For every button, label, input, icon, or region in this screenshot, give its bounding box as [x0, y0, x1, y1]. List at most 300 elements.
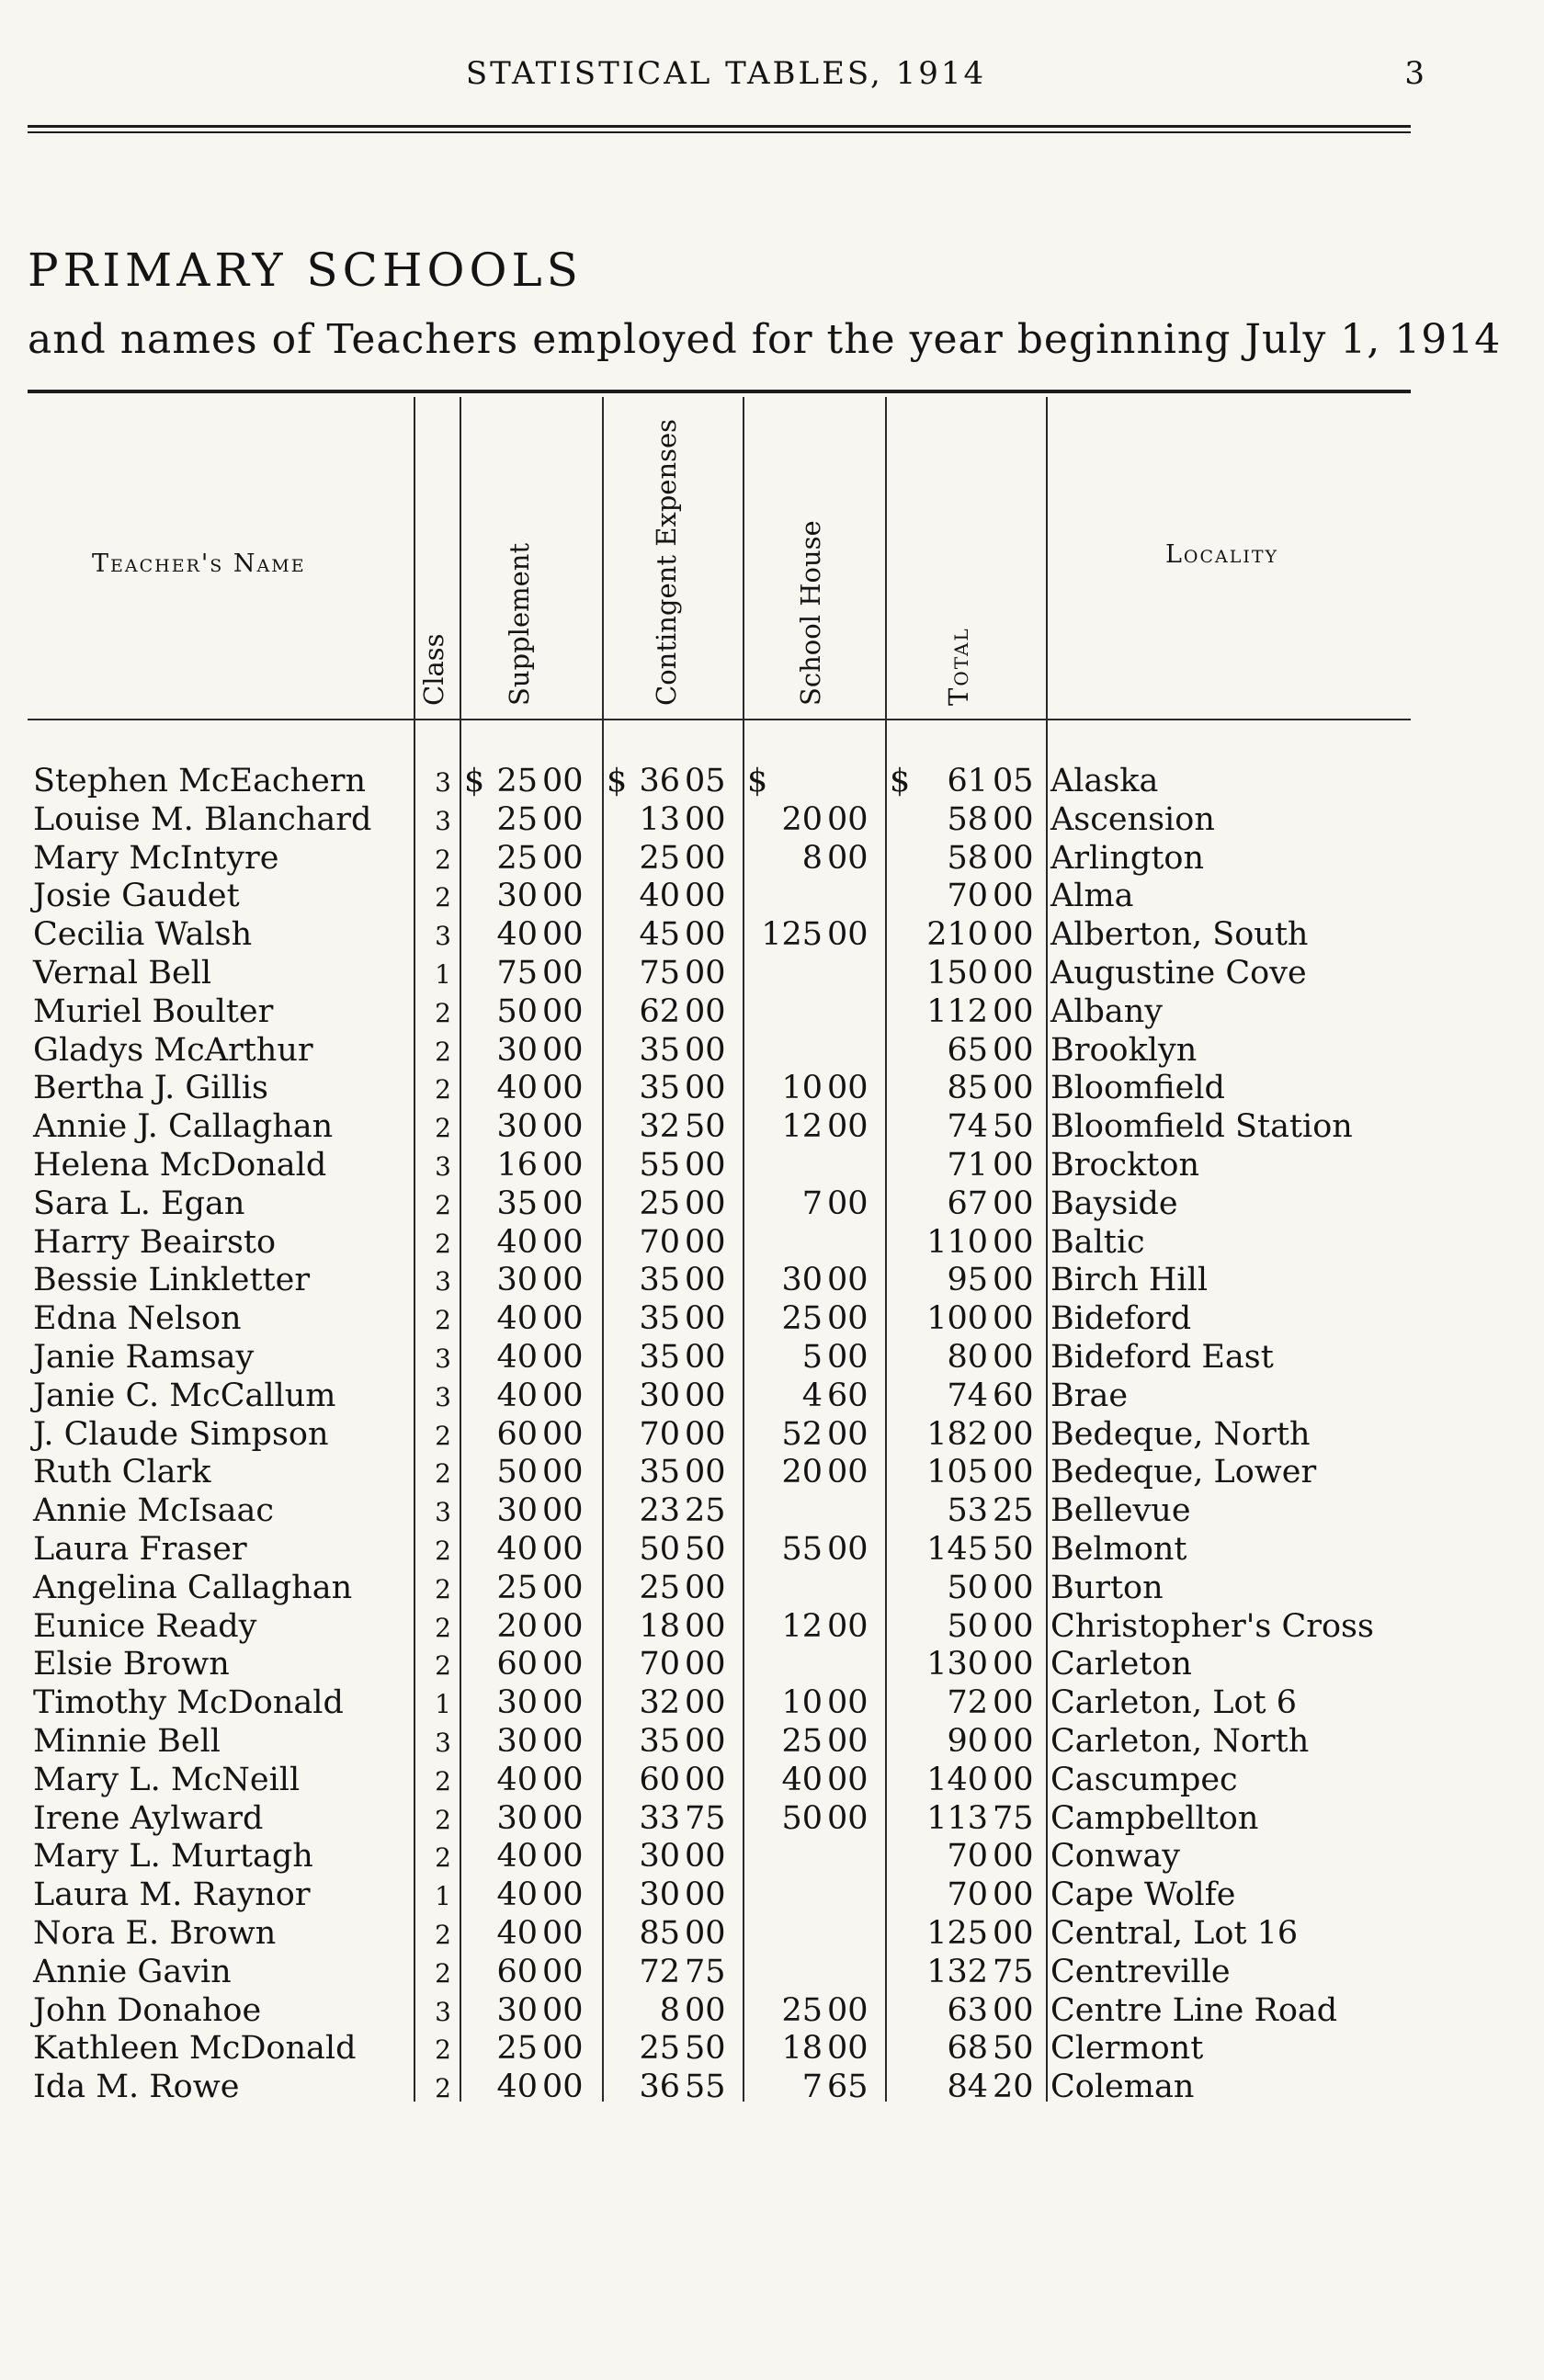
class-value: 2 [435, 1458, 451, 1490]
table-row [0, 1646, 1544, 1684]
total-cents: 25 [993, 1492, 1034, 1530]
supp-dollars: 30 [496, 1031, 538, 1069]
header-rule [28, 125, 1411, 133]
class-value: 2 [435, 2073, 451, 2104]
cont-cents: 05 [685, 763, 726, 799]
currency-symbol-total: $ [890, 763, 911, 799]
cont-cents: 00 [685, 1338, 726, 1376]
cont-cents: 00 [685, 1722, 726, 1760]
teacher-name: Mary McIntyre [33, 839, 279, 877]
house-cents: 00 [827, 1607, 868, 1645]
supp-dollars: 30 [496, 878, 538, 915]
house-dollars: 52 [781, 1415, 823, 1453]
cont-dollars: 35 [639, 1454, 680, 1491]
table-row [0, 1915, 1544, 1954]
locality: Cascumpec [1050, 1761, 1238, 1798]
supp-cents: 00 [542, 2068, 584, 2106]
page-number: 3 [1404, 55, 1425, 92]
total-dollars: 74 [947, 1377, 988, 1414]
cont-dollars: 8 [659, 1991, 680, 2029]
supp-cents: 00 [542, 1761, 584, 1798]
cont-dollars: 25 [639, 2030, 680, 2068]
teacher-name: Janie C. McCallum [33, 1377, 336, 1414]
table-row [0, 2068, 1544, 2107]
class-value: 2 [435, 1919, 451, 1950]
locality: Augustine Cove [1050, 954, 1307, 992]
class-value: 3 [435, 1497, 451, 1528]
page-title: PRIMARY SCHOOLS [28, 244, 583, 297]
cont-dollars: 32 [639, 1108, 680, 1146]
house-dollars: 10 [781, 1070, 823, 1107]
table-row [0, 1800, 1544, 1839]
table-row [0, 763, 1544, 801]
house-dollars: 55 [781, 1530, 823, 1568]
teacher-name: Harry Beairsto [33, 1223, 277, 1261]
total-dollars: 110 [926, 1223, 988, 1261]
locality: Brae [1050, 1377, 1129, 1414]
supp-cents: 00 [542, 2030, 584, 2068]
class-value: 2 [435, 1036, 451, 1067]
total-cents: 00 [993, 800, 1034, 838]
locality: Albany [1050, 992, 1164, 1030]
house-cents: 65 [827, 2068, 868, 2106]
cont-dollars: 30 [639, 1876, 680, 1914]
table-row [0, 1570, 1544, 1608]
teacher-name: Angelina Callaghan [33, 1569, 353, 1606]
house-dollars: 10 [781, 1684, 823, 1722]
class-value: 2 [435, 1650, 451, 1682]
locality: Carleton [1050, 1646, 1192, 1683]
teacher-name: Louise M. Blanchard [33, 800, 372, 838]
table-row [0, 1684, 1544, 1723]
table-row [0, 1876, 1544, 1915]
house-cents: 00 [827, 1070, 868, 1107]
supp-cents: 00 [542, 954, 584, 992]
locality: Alma [1050, 878, 1134, 915]
total-dollars: 113 [926, 1799, 988, 1837]
table-row [0, 1954, 1544, 1992]
cont-cents: 50 [685, 1108, 726, 1146]
teacher-name: Vernal Bell [33, 954, 212, 992]
locality: Arlington [1050, 839, 1205, 877]
column-header-class: Class [418, 633, 449, 706]
supp-dollars: 30 [496, 1684, 538, 1722]
total-dollars: 70 [947, 1876, 988, 1914]
column-header-supplement: Supplement [504, 542, 535, 706]
house-dollars: 20 [781, 800, 823, 838]
table-row [0, 1185, 1544, 1224]
class-value: 3 [435, 805, 451, 836]
total-dollars: 68 [947, 2030, 988, 2068]
class-value: 3 [435, 1266, 451, 1298]
page-subtitle: and names of Teachers employed for the year beginning July 1, 1914 [28, 316, 1502, 363]
teacher-name: Irene Aylward [33, 1799, 264, 1837]
column-header-teacher-name: Teacher's Name [92, 550, 306, 578]
teacher-name: Janie Ramsay [33, 1338, 255, 1376]
total-dollars: 182 [926, 1415, 988, 1453]
cont-dollars: 72 [639, 1953, 680, 1990]
house-dollars: 7 [801, 1184, 823, 1222]
cont-cents: 00 [685, 1300, 726, 1338]
supp-cents: 00 [542, 1953, 584, 1990]
locality: Bideford East [1050, 1338, 1274, 1376]
total-dollars: 140 [926, 1761, 988, 1798]
total-dollars: 95 [947, 1262, 988, 1299]
house-dollars: 25 [781, 1722, 823, 1760]
supp-cents: 00 [542, 1914, 584, 1952]
cont-dollars: 45 [639, 916, 680, 954]
total-dollars: 58 [947, 839, 988, 877]
house-cents: 00 [827, 1262, 868, 1299]
table-row [0, 1838, 1544, 1876]
total-cents: 00 [993, 1991, 1034, 2029]
total-dollars: 71 [947, 1146, 988, 1184]
class-value: 2 [435, 1074, 451, 1105]
house-cents: 00 [827, 1184, 868, 1222]
locality: Bloomfield [1050, 1070, 1225, 1107]
house-cents: 00 [827, 1415, 868, 1453]
total-cents: 00 [993, 1646, 1034, 1683]
house-cents: 00 [827, 1991, 868, 2029]
supp-cents: 00 [542, 1338, 584, 1376]
locality: Bloomfield Station [1050, 1108, 1353, 1146]
cont-dollars: 30 [639, 1838, 680, 1876]
class-value: 3 [435, 1150, 451, 1182]
locality: Burton [1050, 1569, 1164, 1606]
supp-cents: 00 [542, 1146, 584, 1184]
teacher-name: Elsie Brown [33, 1646, 230, 1683]
table-row [0, 1339, 1544, 1377]
class-value: 2 [435, 1842, 451, 1874]
locality: Bedeque, Lower [1050, 1454, 1317, 1491]
total-dollars: 130 [926, 1646, 988, 1683]
supp-dollars: 25 [496, 763, 538, 799]
class-value: 3 [435, 1727, 451, 1758]
cont-cents: 00 [685, 1646, 726, 1683]
cont-cents: 00 [685, 1838, 726, 1876]
supp-dollars: 40 [496, 1300, 538, 1338]
cont-dollars: 55 [639, 1146, 680, 1184]
supp-dollars: 50 [496, 1454, 538, 1491]
teacher-name: Nora E. Brown [33, 1914, 277, 1952]
table-row [0, 1531, 1544, 1570]
supp-dollars: 30 [496, 1722, 538, 1760]
cont-cents: 00 [685, 878, 726, 915]
house-dollars: 12 [781, 1607, 823, 1645]
total-cents: 00 [993, 1876, 1034, 1914]
table-row [0, 1070, 1544, 1108]
locality: Carleton, Lot 6 [1050, 1684, 1297, 1722]
supp-cents: 00 [542, 1838, 584, 1876]
table-row [0, 955, 1544, 993]
locality: Brockton [1050, 1146, 1200, 1184]
total-cents: 00 [993, 1415, 1034, 1453]
cont-dollars: 70 [639, 1646, 680, 1683]
class-value: 3 [435, 1343, 451, 1374]
table-row [0, 1377, 1544, 1416]
locality: Central, Lot 16 [1050, 1914, 1299, 1952]
currency-symbol-contingent: $ [607, 763, 628, 799]
running-head: STATISTICAL TABLES, 1914 [465, 55, 987, 92]
teacher-name: Annie Gavin [33, 1953, 232, 1990]
cont-cents: 55 [685, 2068, 726, 2106]
house-dollars: 125 [761, 916, 823, 954]
supp-cents: 00 [542, 1262, 584, 1299]
supp-dollars: 20 [496, 1607, 538, 1645]
total-cents: 20 [993, 2068, 1034, 2106]
total-dollars: 112 [926, 992, 988, 1030]
supp-dollars: 60 [496, 1646, 538, 1683]
house-dollars: 50 [781, 1799, 823, 1837]
table-row [0, 1762, 1544, 1800]
class-value: 2 [435, 1573, 451, 1604]
total-dollars: 132 [926, 1953, 988, 1990]
locality: Ascension [1050, 800, 1215, 838]
supp-cents: 00 [542, 1646, 584, 1683]
supp-dollars: 40 [496, 1530, 538, 1568]
cont-dollars: 70 [639, 1415, 680, 1453]
supp-cents: 00 [542, 1184, 584, 1222]
supp-cents: 00 [542, 1876, 584, 1914]
supp-dollars: 16 [496, 1146, 538, 1184]
teacher-name: John Donahoe [33, 1991, 262, 2029]
supp-cents: 00 [542, 1991, 584, 2029]
house-cents: 00 [827, 1722, 868, 1760]
supp-cents: 00 [542, 800, 584, 838]
total-cents: 00 [993, 1070, 1034, 1107]
total-dollars: 85 [947, 1070, 988, 1107]
locality: Campbellton [1050, 1799, 1259, 1837]
class-value: 2 [435, 1228, 451, 1259]
cont-dollars: 35 [639, 1300, 680, 1338]
teacher-name: Bessie Linkletter [33, 1262, 311, 1299]
total-cents: 00 [993, 1722, 1034, 1760]
supp-cents: 00 [542, 1415, 584, 1453]
total-cents: 75 [993, 1953, 1034, 1990]
cont-dollars: 25 [639, 1569, 680, 1606]
cont-dollars: 32 [639, 1684, 680, 1722]
currency-symbol-school-house: $ [747, 763, 768, 799]
cont-cents: 00 [685, 800, 726, 838]
cont-dollars: 85 [639, 1914, 680, 1952]
class-value: 2 [435, 1189, 451, 1220]
total-dollars: 50 [947, 1569, 988, 1606]
total-dollars: 67 [947, 1184, 988, 1222]
house-cents: 00 [827, 1761, 868, 1798]
cont-dollars: 50 [639, 1530, 680, 1568]
teacher-name: Gladys McArthur [33, 1031, 313, 1069]
teacher-name: Muriel Boulter [33, 992, 274, 1030]
teacher-name: Bertha J. Gillis [33, 1070, 269, 1107]
house-cents: 60 [827, 1377, 868, 1414]
teacher-name: Ida M. Rowe [33, 2068, 240, 2106]
table-row [0, 1300, 1544, 1339]
house-cents: 00 [827, 1530, 868, 1568]
table-row [0, 878, 1544, 916]
house-dollars: 25 [781, 1300, 823, 1338]
teacher-name: Kathleen McDonald [33, 2030, 357, 2068]
supp-dollars: 30 [496, 1262, 538, 1299]
teacher-name: J. Claude Simpson [33, 1415, 329, 1453]
table-row [0, 1492, 1544, 1531]
supp-dollars: 40 [496, 1876, 538, 1914]
class-value: 2 [435, 1305, 451, 1336]
house-dollars: 8 [801, 839, 823, 877]
locality: Christopher's Cross [1050, 1607, 1374, 1645]
class-value: 3 [435, 767, 451, 798]
locality: Brooklyn [1050, 1031, 1198, 1069]
table-row [0, 801, 1544, 840]
locality: Alaska [1050, 763, 1159, 799]
supp-dollars: 30 [496, 1108, 538, 1146]
table-row [0, 840, 1544, 878]
total-cents: 00 [993, 954, 1034, 992]
total-cents: 00 [993, 839, 1034, 877]
supp-dollars: 40 [496, 916, 538, 954]
house-cents: 00 [827, 1799, 868, 1837]
teacher-name: Ruth Clark [33, 1454, 211, 1491]
class-value: 1 [435, 1881, 451, 1912]
currency-symbol-supplement: $ [464, 763, 485, 799]
total-dollars: 70 [947, 1838, 988, 1876]
locality: Bayside [1050, 1184, 1178, 1222]
class-value: 2 [435, 1804, 451, 1835]
locality: Bedeque, North [1050, 1415, 1311, 1453]
column-header-school-house: School House [795, 520, 826, 706]
house-dollars: 4 [801, 1377, 823, 1414]
table-row [0, 1992, 1544, 2031]
supp-cents: 00 [542, 1300, 584, 1338]
total-dollars: 80 [947, 1338, 988, 1376]
class-value: 3 [435, 1996, 451, 2027]
supp-cents: 00 [542, 1070, 584, 1107]
locality: Centreville [1050, 1953, 1231, 1990]
column-header-contingent-expenses: Contingent Expenses [651, 418, 682, 706]
total-cents: 00 [993, 1761, 1034, 1798]
total-dollars: 61 [947, 763, 988, 799]
house-dollars: 5 [801, 1338, 823, 1376]
column-header-locality: Locality [1165, 540, 1279, 569]
cont-cents: 00 [685, 1070, 726, 1107]
total-dollars: 145 [926, 1530, 988, 1568]
table-row [0, 1262, 1544, 1300]
total-cents: 00 [993, 992, 1034, 1030]
total-cents: 60 [993, 1377, 1034, 1414]
cont-dollars: 35 [639, 1031, 680, 1069]
total-cents: 00 [993, 1031, 1034, 1069]
supp-cents: 00 [542, 1377, 584, 1414]
cont-dollars: 75 [639, 954, 680, 992]
total-cents: 00 [993, 878, 1034, 915]
total-cents: 00 [993, 1607, 1034, 1645]
cont-dollars: 40 [639, 878, 680, 915]
cont-cents: 00 [685, 1415, 726, 1453]
teacher-name: Timothy McDonald [33, 1684, 344, 1722]
total-cents: 00 [993, 1569, 1034, 1606]
cont-dollars: 18 [639, 1607, 680, 1645]
class-value: 2 [435, 2034, 451, 2066]
total-cents: 50 [993, 2030, 1034, 2068]
total-cents: 00 [993, 1454, 1034, 1491]
supp-cents: 00 [542, 992, 584, 1030]
class-value: 2 [435, 1535, 451, 1566]
teacher-name: Josie Gaudet [33, 878, 240, 915]
cont-cents: 00 [685, 1607, 726, 1645]
supp-dollars: 30 [496, 1492, 538, 1530]
supp-dollars: 40 [496, 1838, 538, 1876]
house-cents: 00 [827, 916, 868, 954]
total-cents: 05 [993, 763, 1034, 799]
supp-dollars: 40 [496, 1223, 538, 1261]
table-row [0, 1032, 1544, 1071]
cont-cents: 00 [685, 992, 726, 1030]
cont-dollars: 23 [639, 1492, 680, 1530]
house-dollars: 20 [781, 1454, 823, 1491]
teacher-name: Sara L. Egan [33, 1184, 245, 1222]
cont-cents: 00 [685, 1146, 726, 1184]
table-row [0, 1147, 1544, 1185]
column-header-total: Total [943, 627, 974, 706]
cont-cents: 00 [685, 1223, 726, 1261]
total-cents: 00 [993, 1300, 1034, 1338]
supp-cents: 00 [542, 1223, 584, 1261]
total-cents: 00 [993, 1338, 1034, 1376]
total-cents: 00 [993, 1684, 1034, 1722]
total-cents: 00 [993, 1184, 1034, 1222]
supp-cents: 00 [542, 1530, 584, 1568]
cont-cents: 00 [685, 1914, 726, 1952]
table-row [0, 1108, 1544, 1147]
teacher-name: Stephen McEachern [33, 763, 367, 799]
supp-dollars: 40 [496, 1914, 538, 1952]
total-dollars: 100 [926, 1300, 988, 1338]
total-dollars: 210 [926, 916, 988, 954]
supp-dollars: 40 [496, 2068, 538, 2106]
teacher-table [0, 763, 1544, 2107]
cont-cents: 00 [685, 1991, 726, 2029]
cont-dollars: 13 [639, 800, 680, 838]
cont-cents: 50 [685, 2030, 726, 2068]
class-value: 2 [435, 844, 451, 875]
total-dollars: 84 [947, 2068, 988, 2106]
supp-cents: 00 [542, 763, 584, 799]
table-row [0, 916, 1544, 955]
total-cents: 50 [993, 1108, 1034, 1146]
supp-dollars: 25 [496, 839, 538, 877]
teacher-name: Annie McIsaac [33, 1492, 274, 1530]
cont-cents: 00 [685, 1569, 726, 1606]
supp-dollars: 25 [496, 2030, 538, 2068]
locality: Bellevue [1050, 1492, 1191, 1530]
total-cents: 00 [993, 1223, 1034, 1261]
teacher-name: Mary L. Murtagh [33, 1838, 313, 1876]
cont-dollars: 36 [639, 763, 680, 799]
cont-cents: 75 [685, 1953, 726, 1990]
locality: Coleman [1050, 2068, 1195, 2106]
total-cents: 00 [993, 916, 1034, 954]
class-value: 2 [435, 1113, 451, 1144]
table-row [0, 2030, 1544, 2068]
locality: Baltic [1050, 1223, 1145, 1261]
house-cents: 00 [827, 1300, 868, 1338]
supp-dollars: 40 [496, 1761, 538, 1798]
supp-cents: 00 [542, 1031, 584, 1069]
locality: Centre Line Road [1050, 1991, 1338, 2029]
supp-cents: 00 [542, 1108, 584, 1146]
total-cents: 50 [993, 1530, 1034, 1568]
house-cents: 00 [827, 1454, 868, 1491]
teacher-name: Eunice Ready [33, 1607, 257, 1645]
